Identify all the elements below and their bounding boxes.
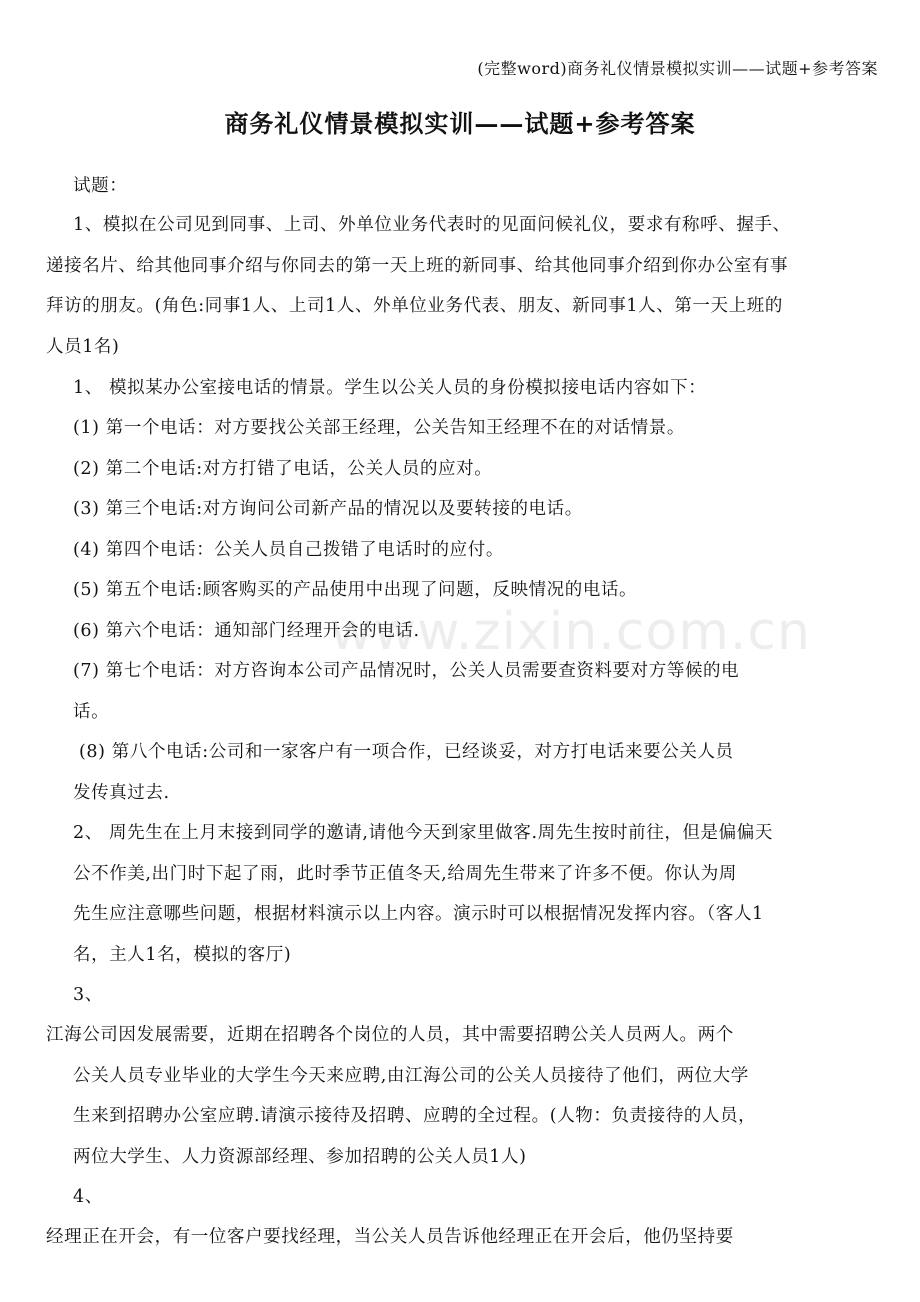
body-line: 公不作美,出门时下起了雨，此时季节正值冬天,给周先生带来了许多不便。你认为周 [73,864,737,884]
document-header: (完整word)商务礼仪情景模拟实训——试题+参考答案 [477,59,878,78]
body-line: 公关人员专业毕业的大学生今天来应聘,由江海公司的公关人员接待了他们，两位大学 [73,1066,749,1086]
body-line: (1) 第一个电话：对方要找公关部王经理，公关告知王经理不在的对话情景。 [73,418,685,438]
watermark: www.zixin.com.cn [330,602,811,662]
body-line: 名，主人1名，模拟的客厅) [73,945,292,965]
body-line: 发传真过去. [73,783,170,803]
body-line: (3) 第三个电话:对方询问公司新产品的情况以及要转接的电话。 [73,499,583,519]
body-line: 人员1名) [46,337,120,357]
body-line: 1、模拟在公司见到同事、上司、外单位业务代表时的见面问候礼仪，要求有称呼、握手、 [73,215,791,235]
body-line: (7) 第七个电话：对方咨询本公司产品情况时，公关人员需要查资料要对方等候的电 [73,661,740,681]
body-line: 递接名片、给其他同事介绍与你同去的第一天上班的新同事、给其他同事介绍到你办公室有事 [46,256,789,276]
body-line: 4、 [73,1187,103,1207]
body-line: (6) 第六个电话：通知部门经理开会的电话. [73,621,420,641]
body-line: (4) 第四个电话：公关人员自己拨错了电话时的应付。 [73,540,504,560]
document-title: 商务礼仪情景模拟实训——试题+参考答案 [224,109,696,138]
body-line: 话。 [73,702,110,722]
body-line: 两位大学生、人力资源部经理、参加招聘的公关人员1人) [73,1147,527,1167]
body-line: 1、 模拟某办公室接电话的情景。学生以公关人员的身份模拟接电话内容如下： [73,378,707,398]
body-line: 经理正在开会，有一位客户要找经理，当公关人员告诉他经理正在开会后，他仍坚持要 [46,1227,734,1247]
body-line: (5) 第五个电话:顾客购买的产品使用中出现了问题，反映情况的电话。 [73,580,638,600]
body-line: 拜访的朋友。(角色:同事1人、上司1人、外单位业务代表、朋友、新同事1人、第一天上班的 [46,296,783,316]
body-line: 先生应注意哪些问题，根据材料演示以上内容。演示时可以根据情况发挥内容。（客人1 [73,904,764,924]
body-line: (8) 第八个电话:公司和一家客户有一项合作，已经谈妥，对方打电话来要公关人员 [79,742,734,762]
body-line: (2) 第二个电话:对方打错了电话，公关人员的应对。 [73,459,493,479]
body-line: 江海公司因发展需要，近期在招聘各个岗位的人员，其中需要招聘公关人员两人。两个 [46,1025,734,1045]
body-line: 2、 周先生在上月末接到同学的邀请,请他今天到家里做客.周先生按时前往，但是偏偏天 [73,823,773,843]
body-line: 试题： [73,176,128,196]
body-line: 3、 [73,985,103,1005]
body-line: 生来到招聘办公室应聘.请演示接待及招聘、应聘的全过程。(人物：负责接待的人员， [73,1106,757,1126]
